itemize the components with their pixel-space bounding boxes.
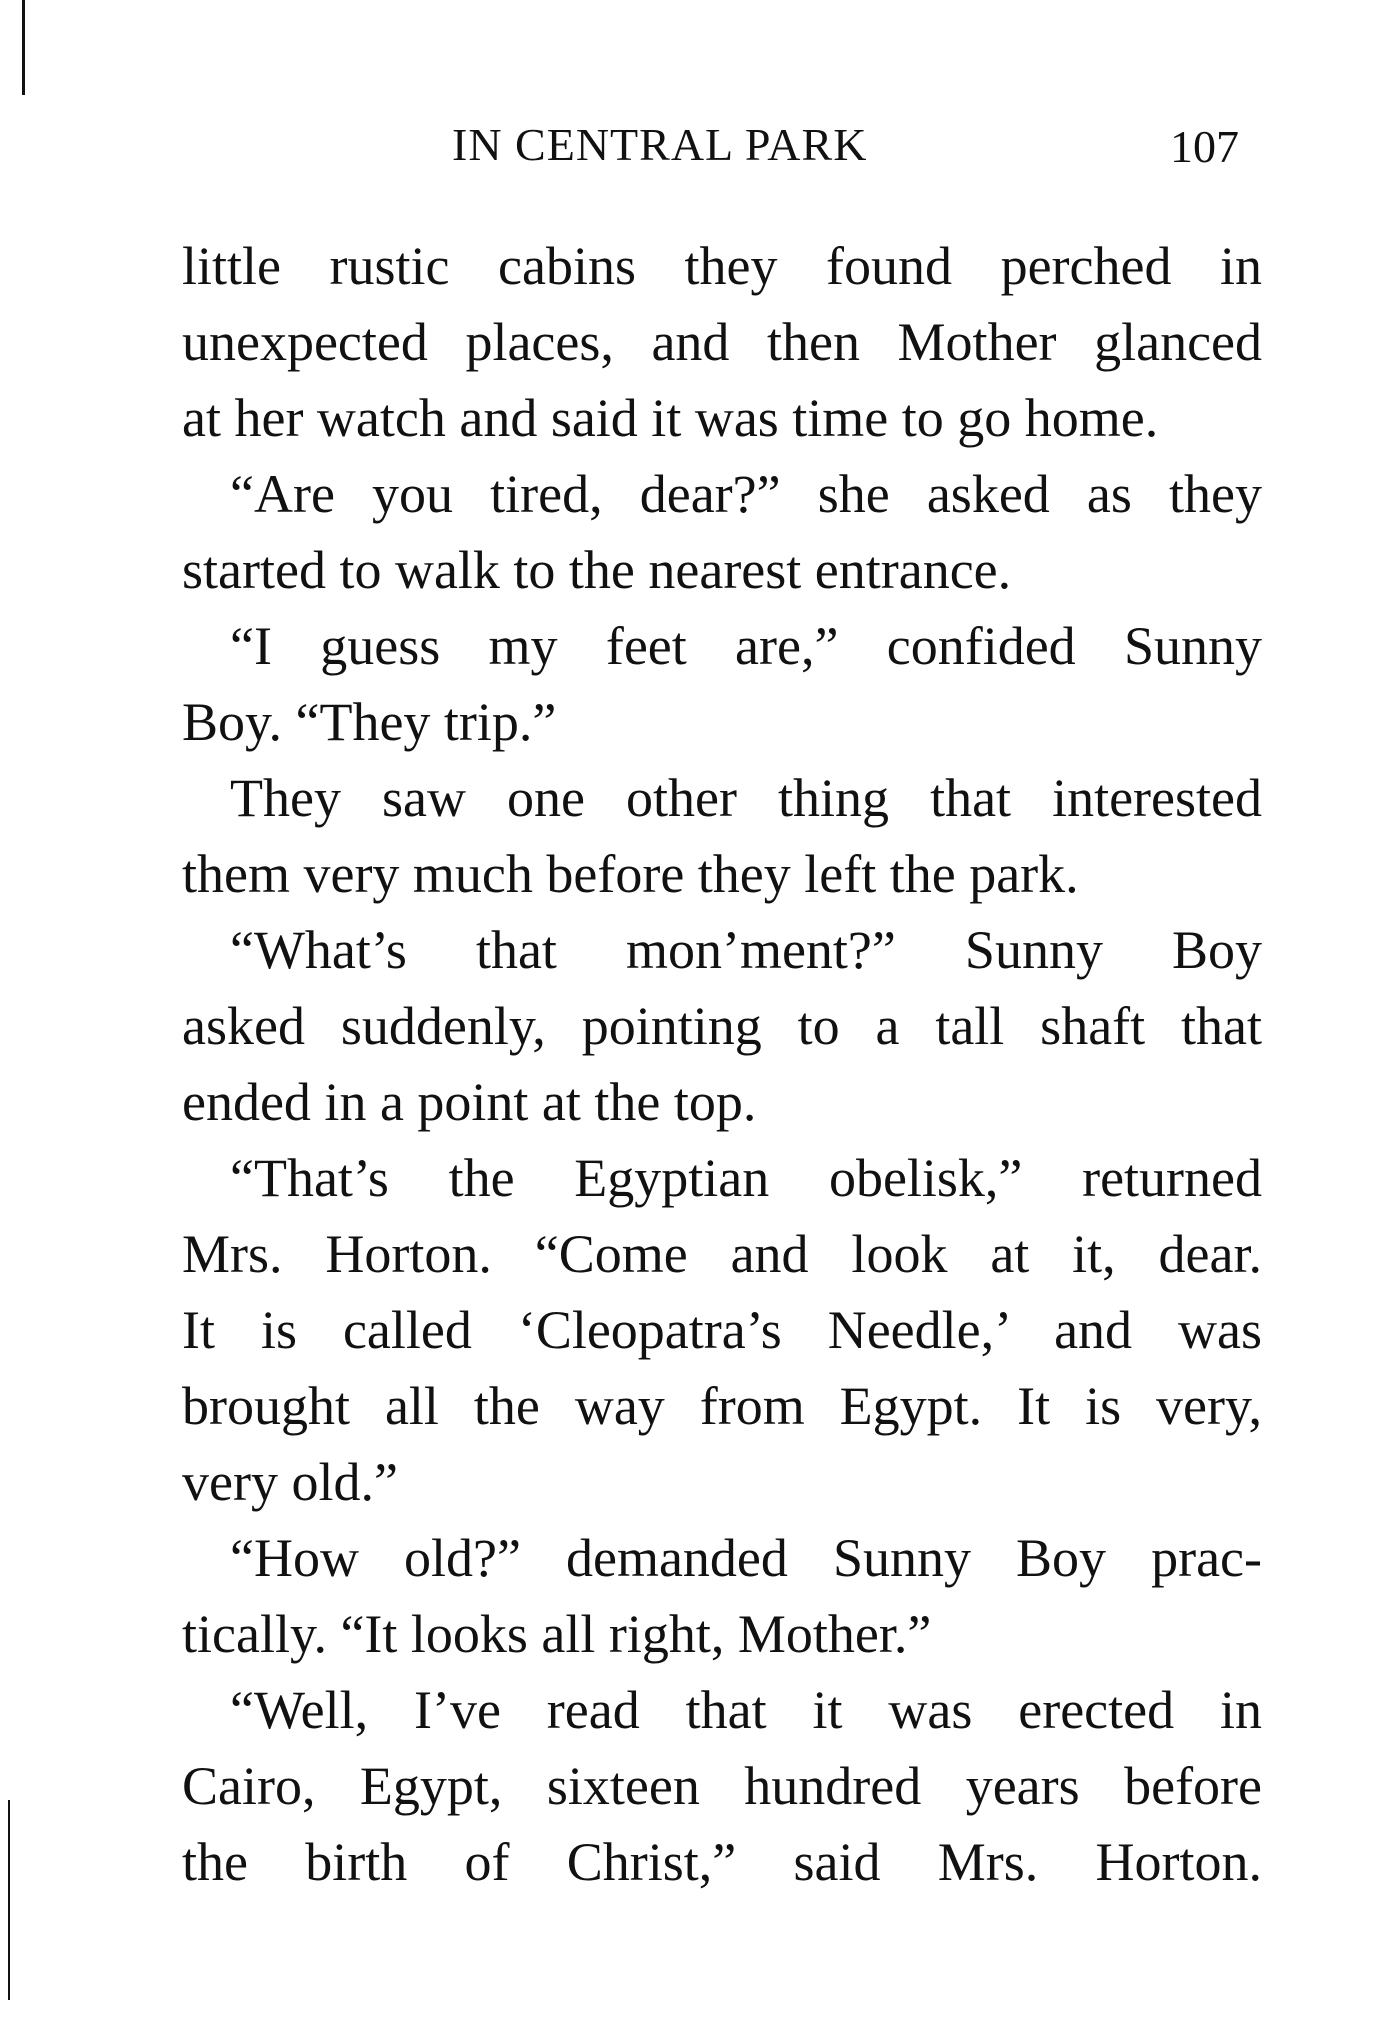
text-line: ended in a point at the top. — [182, 1072, 757, 1132]
text-line: Mrs. Horton. “Come and look at it, dear. — [182, 1224, 1262, 1284]
body-text — [182, 228, 1262, 1900]
text-line: Cairo, Egypt, sixteen hundred years before — [182, 1756, 1262, 1816]
text-line: It is called ‘Cleopatra’s Needle,’ and was — [182, 1300, 1262, 1360]
page-number: 107 — [1170, 121, 1239, 172]
text-line: They saw one other thing that interested — [230, 768, 1262, 828]
page-header — [0, 118, 1381, 178]
text-line: brought all the way from Egypt. It is very, — [182, 1376, 1262, 1436]
text-line: “I guess my feet are,” confided Sunny — [230, 616, 1262, 676]
text-line: at her watch and said it was time to go home. — [182, 388, 1159, 448]
text-line: very old.” — [182, 1452, 398, 1512]
text-line: “How old?” demanded Sunny Boy prac- — [230, 1528, 1262, 1588]
page-edge-mark-bottom — [8, 1800, 10, 2000]
page-edge-mark-top — [22, 0, 25, 95]
text-line: “What’s that mon’ment?” Sunny Boy — [230, 920, 1262, 980]
text-line: tically. “It looks all right, Mother.” — [182, 1604, 932, 1664]
text-line: Boy. “They trip.” — [182, 692, 557, 752]
text-line: little rustic cabins they found perched in — [182, 236, 1262, 296]
text-line: “Are you tired, dear?” she asked as they — [230, 464, 1262, 524]
text-line: asked suddenly, pointing to a tall shaft that — [182, 996, 1262, 1056]
text-line: “That’s the Egyptian obelisk,” returned — [230, 1148, 1262, 1208]
text-line: unexpected places, and then Mother glanced — [182, 312, 1262, 372]
text-line: them very much before they left the park. — [182, 844, 1079, 904]
running-head: IN CENTRAL PARK — [452, 119, 868, 170]
text-line: started to walk to the nearest entrance. — [182, 540, 1012, 600]
text-line: the birth of Christ,” said Mrs. Horton. — [182, 1832, 1262, 1892]
text-line: “Well, I’ve read that it was erected in — [230, 1680, 1262, 1740]
